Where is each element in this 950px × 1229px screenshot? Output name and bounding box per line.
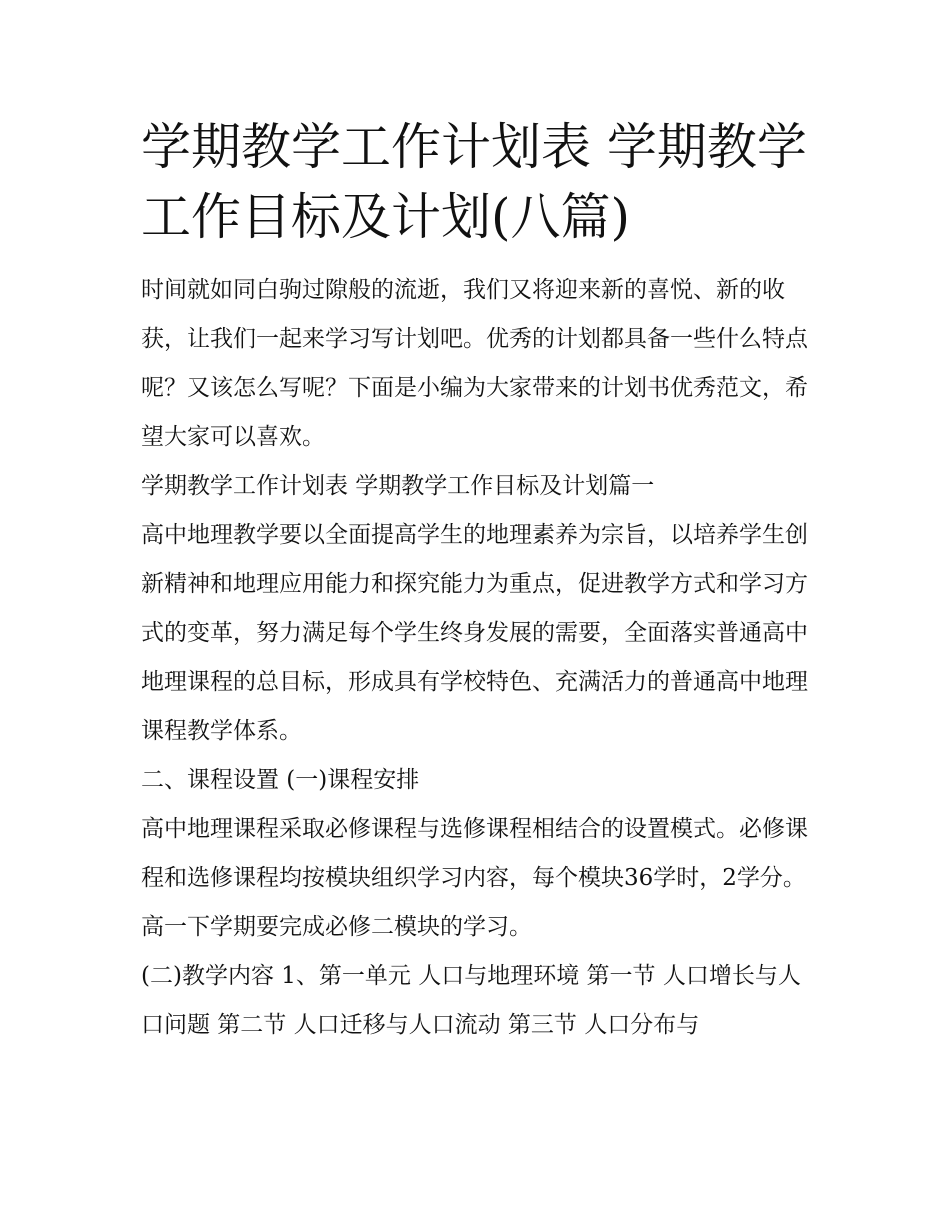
teaching-goal-paragraph: 高中地理教学要以全面提高学生的地理素养为宗旨，以培养学生创新精神和地理应用能力和探究能力为重点，促进教学方式和学习方式的变革，努力满足每个学生终身发展的需要，全面落实普通高中地理课程的总目标，形成具有学校特色、充满活力的普通高中地理课程教学体系。 <box>141 522 808 744</box>
document-page <box>141 112 813 1050</box>
course-arrangement-paragraph: 高中地理课程采取必修课程与选修课程相结合的设置模式。必修课程和选修课程均按模块组织学习内容，每个模块36学时，2学分。高一下学期要完成必修二模块的学习。 <box>141 816 808 940</box>
intro-paragraph: 时间就如同白驹过隙般的流逝，我们又将迎来新的喜悦、新的收获，让我们一起来学习写计划吧。优秀的计划都具备一些什么特点呢？又该怎么写呢？下面是小编为大家带来的计划书优秀范文，希望大家可以喜欢。 <box>141 277 808 450</box>
document-body <box>141 266 813 1050</box>
document-title: 学期教学工作计划表 学期教学工作目标及计划(八篇) <box>141 118 807 246</box>
section-heading-part-one: 学期教学工作计划表 学期教学工作目标及计划篇一 <box>141 473 655 499</box>
course-setup-heading: 二、课程设置 (一)课程安排 <box>141 767 420 793</box>
teaching-content-paragraph: (二)教学内容 1、第一单元 人口与地理环境 第一节 人口增长与人口问题 第二节 人口迁移与人口流动 第三节 人口分布与 <box>141 963 801 1038</box>
